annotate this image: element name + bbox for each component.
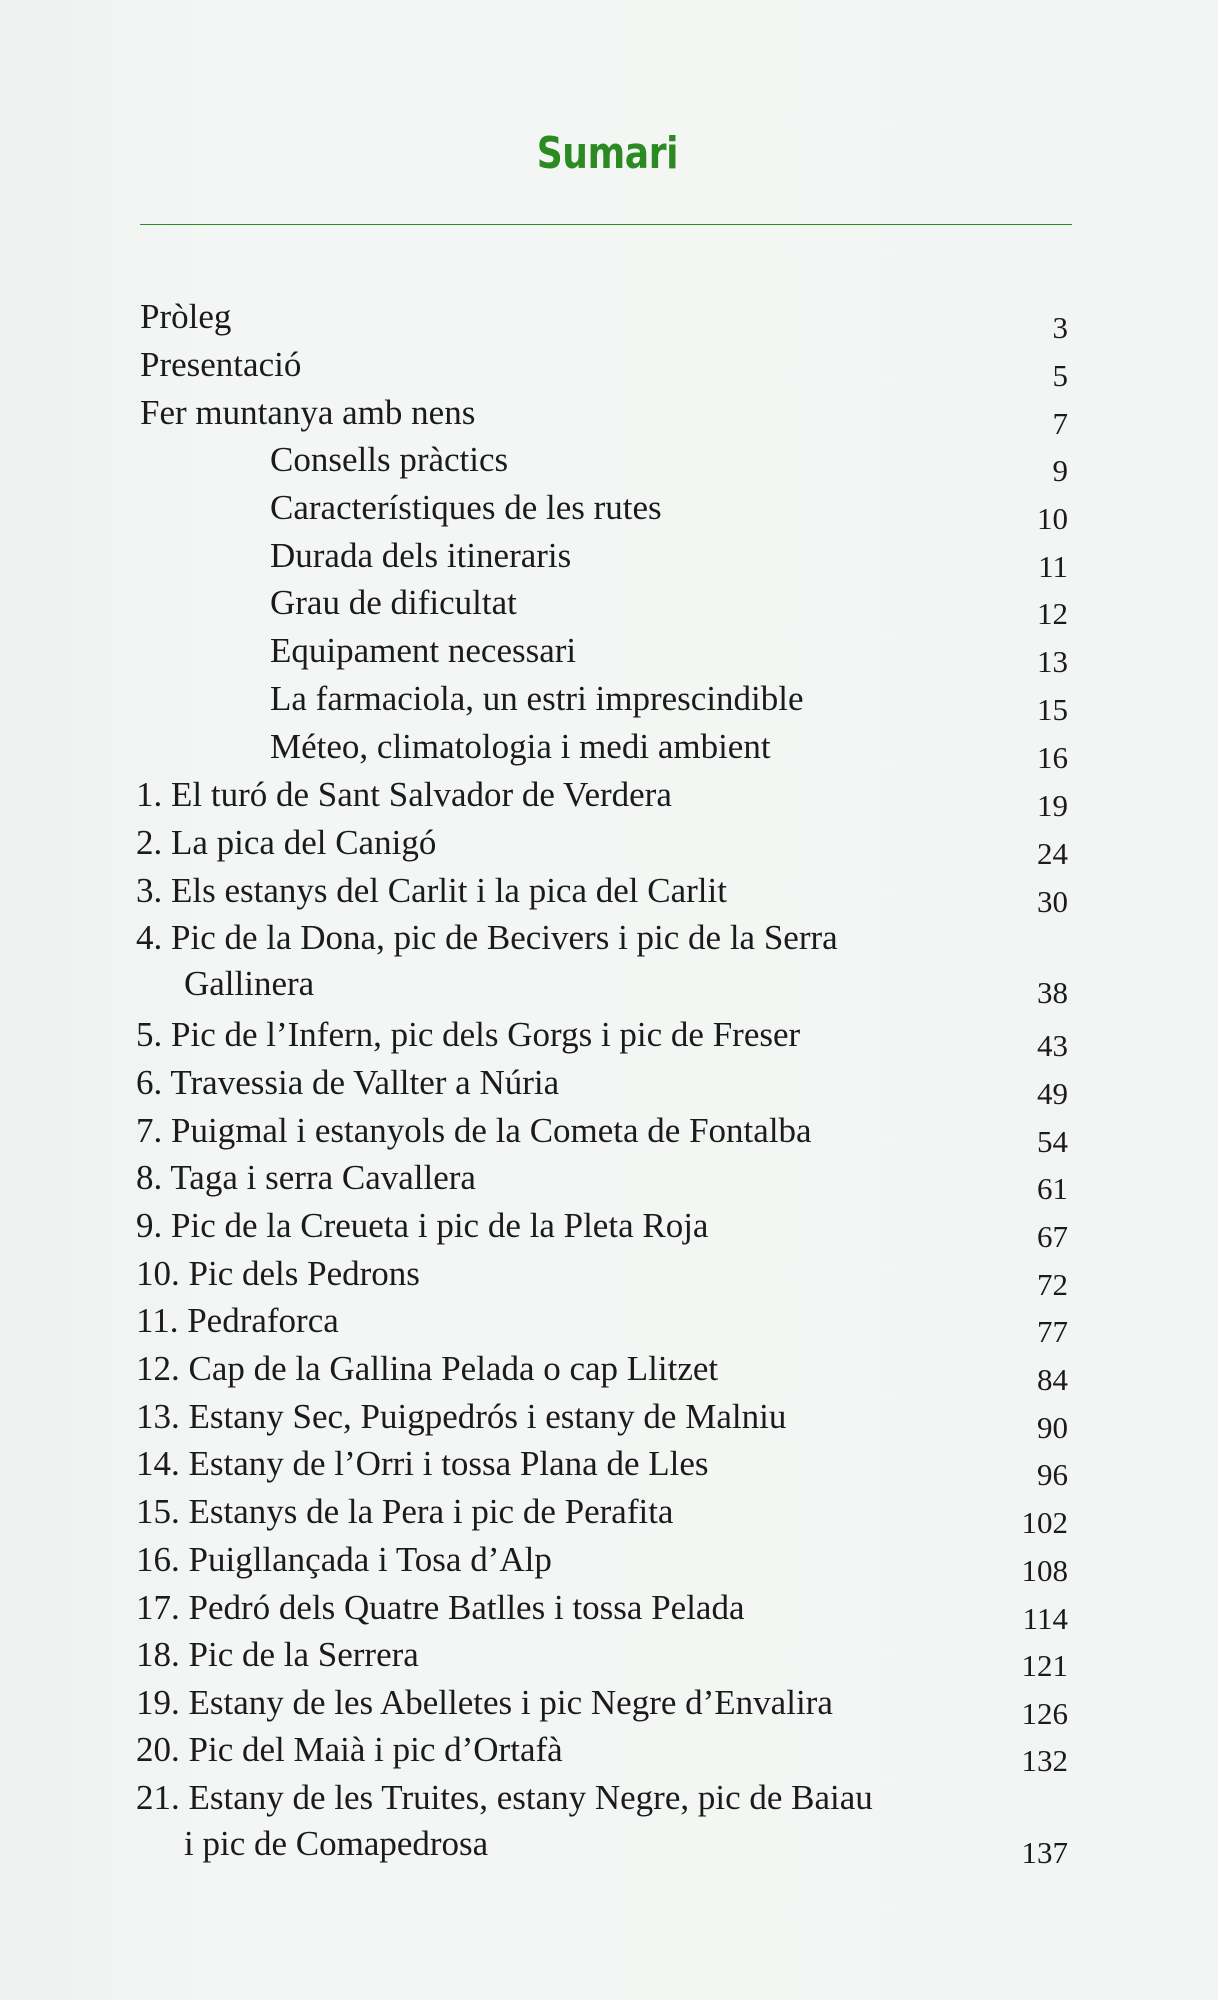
toc-entry-title-line2: i pic de Comapedrosa — [184, 1824, 489, 1863]
toc-entry-page: 114 — [1022, 1601, 1068, 1636]
toc-subentry — [0, 580, 1218, 631]
toc-entry-title: 7. Puigmal i estanyols de la Cometa de Fontalba — [136, 1111, 812, 1150]
toc-entry — [0, 1060, 1218, 1111]
toc-entry — [0, 1203, 1218, 1254]
toc-entry-title: 3. Els estanys del Carlit i la pica del Carlit — [136, 871, 727, 910]
toc-entry — [0, 1394, 1218, 1445]
toc-entry-page: 126 — [1021, 1696, 1068, 1731]
toc-entry-title: 9. Pic de la Creueta i pic de la Pleta Roja — [136, 1206, 709, 1245]
toc-entry — [0, 390, 1218, 441]
toc-entry-page: 12 — [1037, 596, 1068, 631]
toc-entry-page: 38 — [1037, 975, 1068, 1010]
toc-entry-title: 11. Pedraforca — [136, 1301, 339, 1340]
toc-entry-title: 1. El turó de Sant Salvador de Verdera — [136, 775, 672, 814]
toc-entry — [0, 1489, 1218, 1540]
toc-entry-page: 9 — [1052, 453, 1068, 488]
toc-subentry — [0, 437, 1218, 488]
toc-entry-title: Característiques de les rutes — [270, 488, 662, 527]
toc-entry-page: 67 — [1037, 1219, 1068, 1254]
toc-entry-page: 96 — [1037, 1457, 1068, 1492]
toc-entry — [0, 1012, 1218, 1063]
toc-entry-page: 121 — [1021, 1648, 1068, 1683]
toc-entry — [0, 868, 1218, 919]
toc-entry-title: 10. Pic dels Pedrons — [136, 1254, 420, 1293]
toc-entry-page: 54 — [1037, 1124, 1068, 1159]
toc-entry — [0, 1632, 1218, 1683]
toc-entry-title: 12. Cap de la Gallina Pelada o cap Llitzet — [136, 1349, 719, 1388]
toc-entry-title: 17. Pedró dels Quatre Batlles i tossa Pelada — [136, 1588, 745, 1627]
toc-entry-page: 19 — [1037, 788, 1068, 823]
toc-entry-title: Presentació — [140, 345, 302, 384]
toc-entry — [0, 1585, 1218, 1636]
toc-entry-title: 13. Estany Sec, Puigpedrós i estany de Malniu — [136, 1397, 787, 1436]
toc-entry-page: 43 — [1037, 1028, 1068, 1063]
toc-entry-page: 16 — [1037, 740, 1068, 775]
toc-entry-title: 19. Estany de les Abelletes i pic Negre d’Envalira — [136, 1683, 833, 1722]
toc-entry — [0, 294, 1218, 345]
page-title: Sumari — [536, 128, 679, 179]
toc-entry-title-line1: 4. Pic de la Dona, pic de Becivers i pic de la Serra — [136, 918, 838, 957]
toc-entry-page: 7 — [1052, 406, 1068, 441]
toc-entry-page: 11 — [1038, 549, 1068, 584]
toc-entry-page: 10 — [1037, 501, 1068, 536]
toc-entry — [0, 820, 1218, 871]
toc-entry — [0, 915, 1218, 1010]
toc-entry-title: 15. Estanys de la Pera i pic de Perafita — [136, 1492, 674, 1531]
toc-entry — [0, 1727, 1218, 1778]
toc-entry-page: 24 — [1037, 836, 1068, 871]
toc-entry-page: 132 — [1021, 1743, 1068, 1778]
toc-entry-title: Equipament necessari — [270, 631, 577, 670]
toc-entry-page: 77 — [1037, 1314, 1068, 1349]
toc-entry-page: 61 — [1037, 1171, 1068, 1206]
toc-entry-title: 5. Pic de l’Infern, pic dels Gorgs i pic de Freser — [136, 1015, 801, 1054]
toc-entry-title: Méteo, climatologia i medi ambient — [270, 727, 771, 766]
toc-entry — [0, 1441, 1218, 1492]
toc-subentry — [0, 676, 1218, 727]
toc-entry-title: 16. Puigllançada i Tosa d’Alp — [136, 1540, 552, 1579]
toc-entry-page: 102 — [1021, 1505, 1068, 1540]
toc-entry — [0, 1298, 1218, 1349]
toc-entry-page: 3 — [1052, 310, 1068, 345]
toc-entry-title: 14. Estany de l’Orri i tossa Plana de Lles — [136, 1444, 709, 1483]
toc-entry-page: 13 — [1037, 644, 1068, 679]
toc-entry-title: 6. Travessia de Vallter a Núria — [136, 1063, 560, 1102]
toc-entry-title: Consells pràctics — [270, 440, 509, 479]
toc-subentry — [0, 724, 1218, 775]
toc-entry-title: 2. La pica del Canigó — [136, 823, 437, 862]
toc-entry — [0, 1346, 1218, 1397]
toc-entry-page: 5 — [1052, 358, 1068, 393]
toc-entry-page: 49 — [1037, 1076, 1068, 1111]
toc-entry-page: 15 — [1037, 692, 1068, 727]
toc-entry-title: La farmaciola, un estri imprescindible — [270, 679, 804, 718]
toc-entry-title: Pròleg — [140, 297, 232, 336]
toc-entry-page: 108 — [1021, 1553, 1068, 1588]
toc-entry — [0, 1251, 1218, 1302]
toc-entry-title: Grau de dificultat — [270, 583, 517, 622]
toc-entry-title — [136, 915, 838, 1007]
toc-entry-title-line2: Gallinera — [184, 964, 315, 1003]
toc-entry-title: 20. Pic del Maià i pic d’Ortafà — [136, 1730, 563, 1769]
toc-entry-title: 8. Taga i serra Cavallera — [136, 1158, 476, 1197]
toc-entry — [0, 1775, 1218, 1870]
toc-subentry — [0, 485, 1218, 536]
toc-entry-page: 90 — [1037, 1410, 1068, 1445]
toc-entry-title — [136, 1775, 873, 1867]
toc-entry-title: 18. Pic de la Serrera — [136, 1635, 419, 1674]
toc-entry — [0, 1537, 1218, 1588]
toc-entry — [0, 772, 1218, 823]
toc-entry — [0, 1155, 1218, 1206]
toc-entry-page: 30 — [1037, 884, 1068, 919]
toc-subentry — [0, 628, 1218, 679]
toc-entry — [0, 342, 1218, 393]
toc-entry-page: 84 — [1037, 1362, 1068, 1397]
toc-entry-title: Fer muntanya amb nens — [140, 393, 476, 432]
toc-entry — [0, 1680, 1218, 1731]
toc-entry-page: 72 — [1037, 1267, 1068, 1302]
toc-entry-title-line1: 21. Estany de les Truites, estany Negre, pic de Baiau — [136, 1778, 873, 1817]
toc-entry — [0, 1108, 1218, 1159]
toc-entry-page: 137 — [1021, 1835, 1068, 1870]
toc-subentry — [0, 533, 1218, 584]
toc-entry-title: Durada dels itineraris — [270, 536, 572, 575]
